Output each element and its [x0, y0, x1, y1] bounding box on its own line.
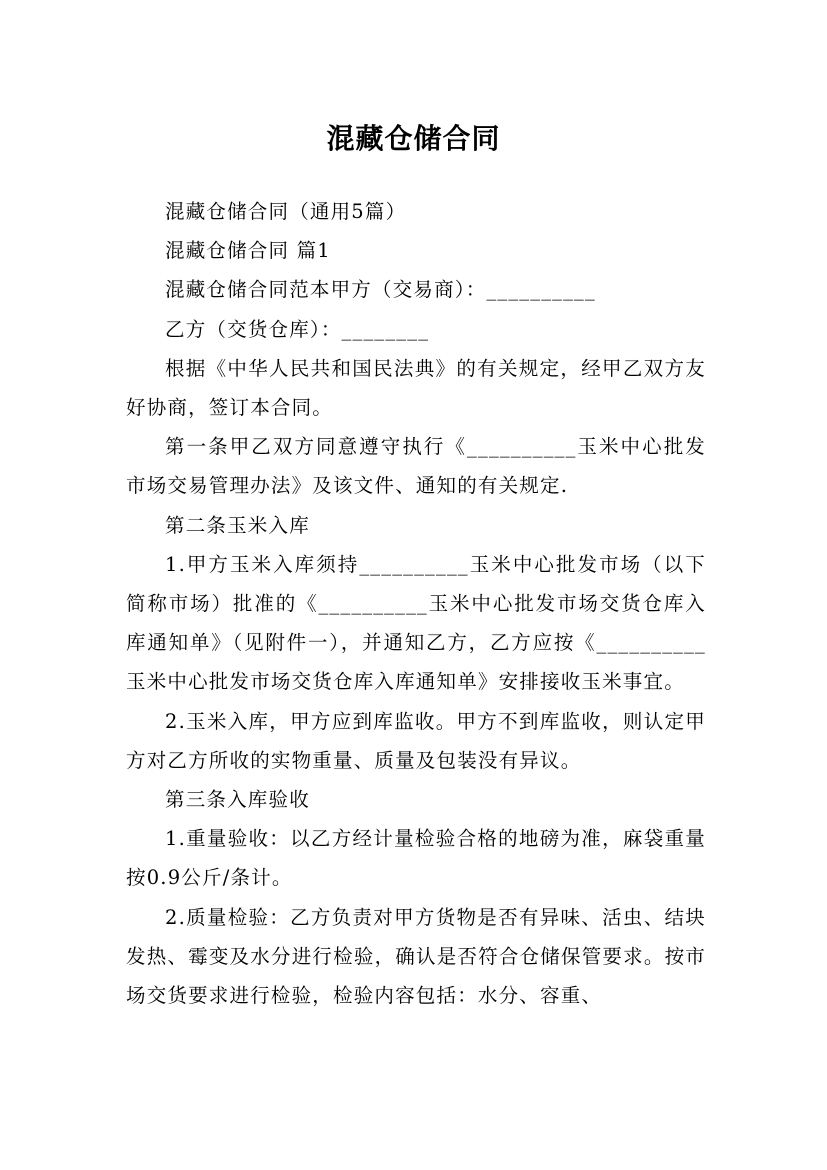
paragraph-article-1: 第一条甲乙双方同意遵守执行《__________玉米中心批发市场交易管理办法》及该文件、通知的有关规定.: [126, 435, 706, 498]
paragraph-party-b: 乙方（交货仓库）：________: [165, 317, 430, 341]
paragraph-part-heading: 混藏仓储合同 篇1: [165, 239, 331, 263]
paragraph-article-2-item-1: 1.甲方玉米入库须持__________玉米中心批发市场（以下简称市场）批准的《__________玉米中心批发市场交货仓库入库通知单》（见附件一），并通知乙方，乙方应按《__________玉米中心批发市场交货仓库入库通知单》安排接收玉米事宜。: [126, 552, 706, 694]
paragraph-article-2-item-2: 2.玉米入库，甲方应到库监收。甲方不到库监收，则认定甲方对乙方所收的实物重量、质量及包装没有异议。: [126, 709, 706, 772]
paragraph-party-a: 混藏仓储合同范本甲方（交易商）：__________: [165, 278, 596, 302]
paragraph-article-3-item-2: 2.质量检验：乙方负责对甲方货物是否有异味、活虫、结块发热、霉变及水分进行检验，确认是否符合仓储保管要求。按市场交货要求进行检验，检验内容包括：水分、容重、: [126, 905, 706, 1008]
paragraph-article-3-item-1: 1.重量验收：以乙方经计量检验合格的地磅为准，麻袋重量按0.9公斤/条计。: [126, 827, 706, 890]
paragraph-subtitle: 混藏仓储合同（通用5篇）: [165, 200, 407, 223]
document-body: [126, 192, 706, 1015]
paragraph-article-3-heading: 第三条入库验收: [165, 788, 310, 812]
paragraph-article-2-heading: 第二条玉米入库: [165, 513, 310, 537]
paragraph-preamble: 根据《中华人民共和国民法典》的有关规定，经甲乙双方友好协商，签订本合同。: [126, 356, 706, 420]
document-title: 混藏仓储合同: [326, 121, 501, 155]
